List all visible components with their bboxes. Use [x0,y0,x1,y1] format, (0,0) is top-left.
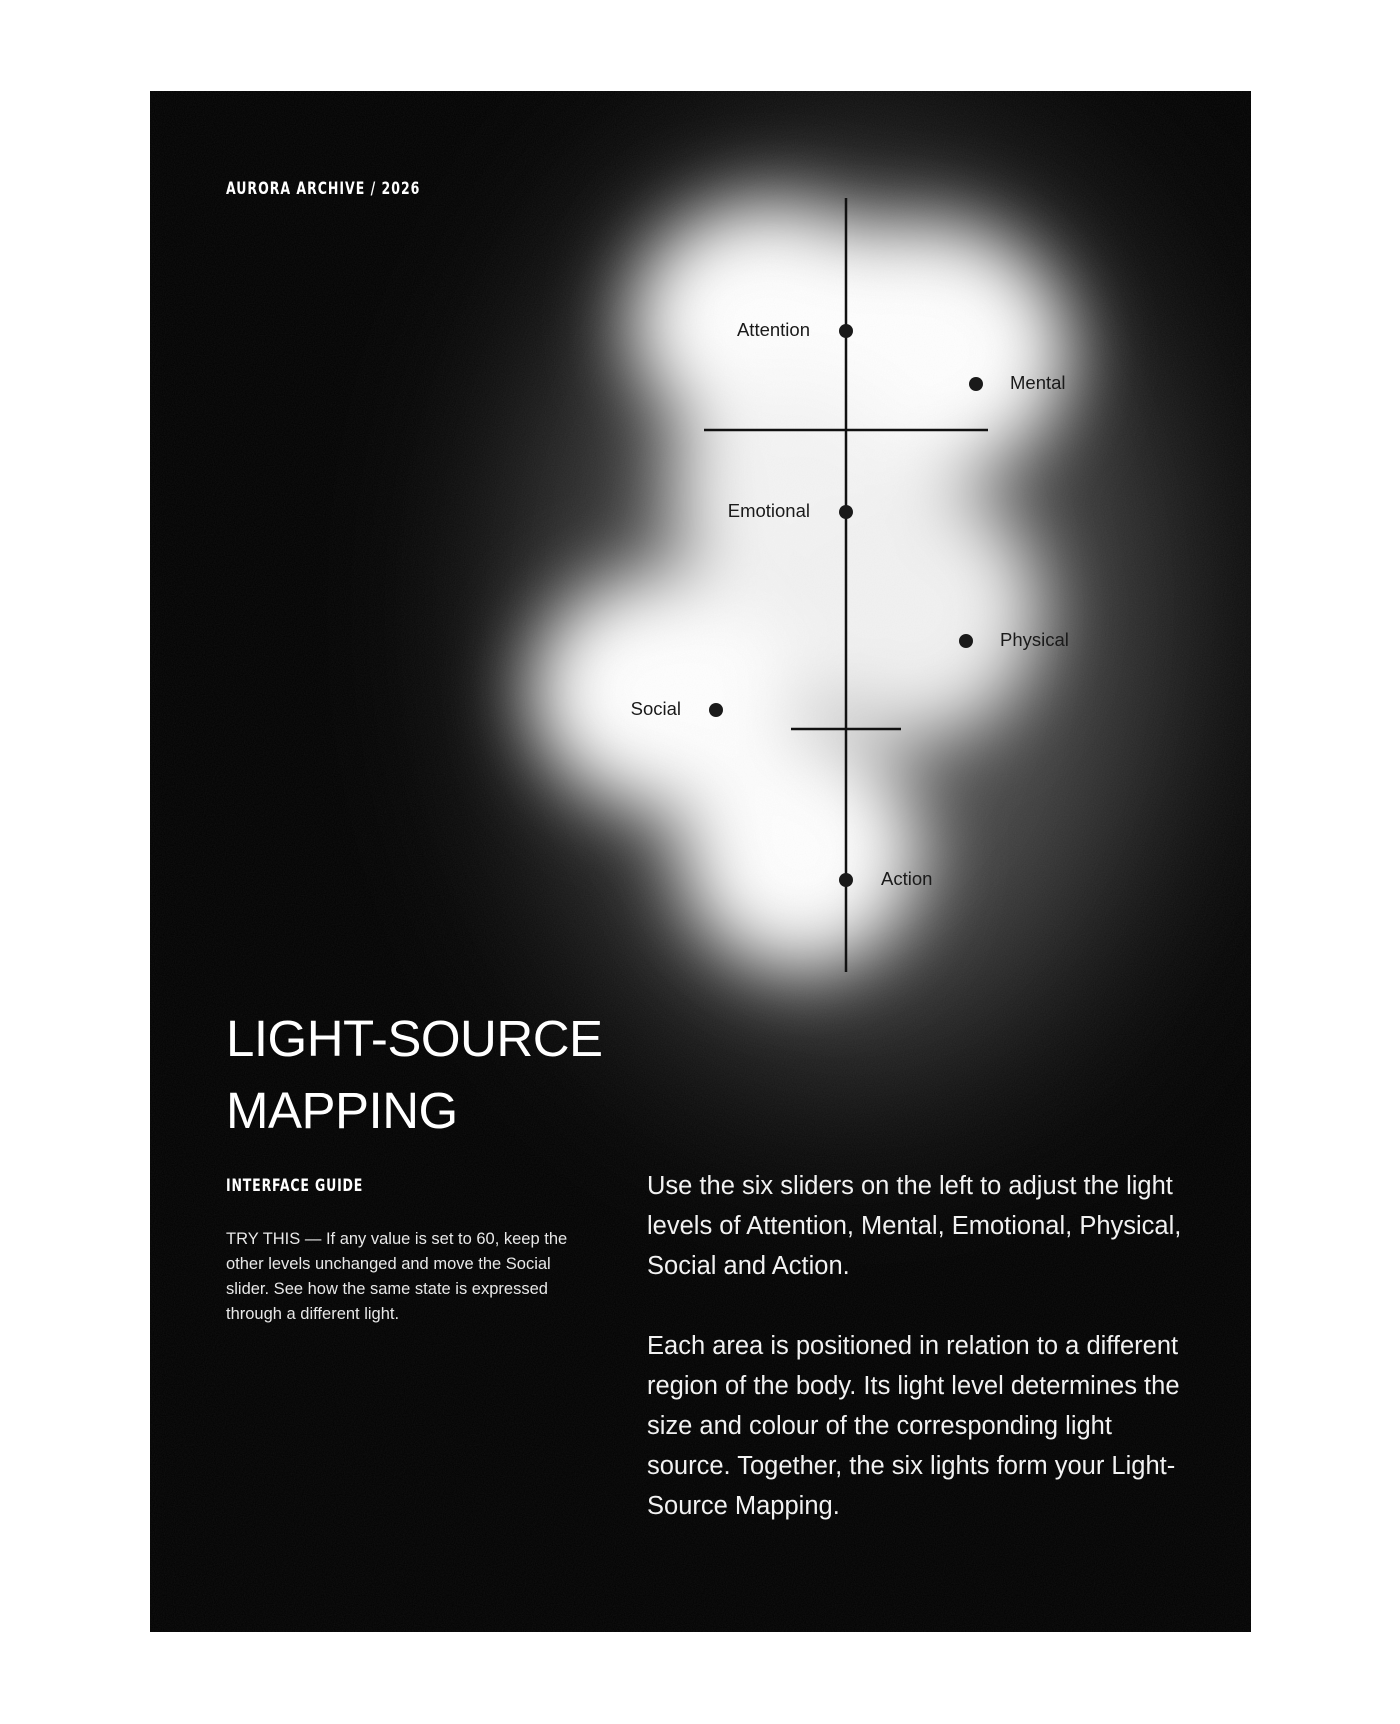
attention-label: Attention [736,319,810,340]
emotional-marker [839,505,853,519]
node-attention [737,319,853,340]
poster [150,91,1251,1632]
node-mental [969,372,1066,393]
action-label: Action [881,868,933,889]
attention-marker [839,324,853,338]
action-marker [839,873,853,887]
mental-label: Mental [1010,372,1066,393]
social-marker [709,703,723,717]
node-social [631,698,723,719]
node-physical [959,629,1069,650]
title-line-2: MAPPING [226,1082,458,1139]
body-paragraph-2: Each area is positioned in relation to a different region of the body. Its light level determines the size and colour of the corresponding light source. Together, the six lights form your Light-Source Mapping. [647,1332,1180,1520]
social-label: Social [630,698,681,719]
body-copy [647,1166,1192,1526]
body-paragraph-1: Use the six sliders on the left to adjust the light levels of Attention, Mental, Emotional, Physical, Social and Action. [647,1172,1182,1280]
page-title [226,1003,686,1147]
emotional-label: Emotional [727,500,810,521]
physical-marker [959,634,973,648]
title-line-1: LIGHT-SOURCE [226,1010,603,1067]
interface-guide-heading: INTERFACE GUIDE [226,1176,364,1196]
mental-marker [969,377,983,391]
interface-guide-tip: TRY THIS — If any value is set to 60, keep the other levels unchanged and move the Social slider. See how the same state is expressed through a different light. [226,1230,568,1323]
body-axis-lines [704,198,988,972]
archive-label: AURORA ARCHIVE / 2026 [226,179,421,199]
physical-label: Physical [1000,629,1069,650]
node-action [839,868,932,889]
node-emotional [728,500,853,521]
